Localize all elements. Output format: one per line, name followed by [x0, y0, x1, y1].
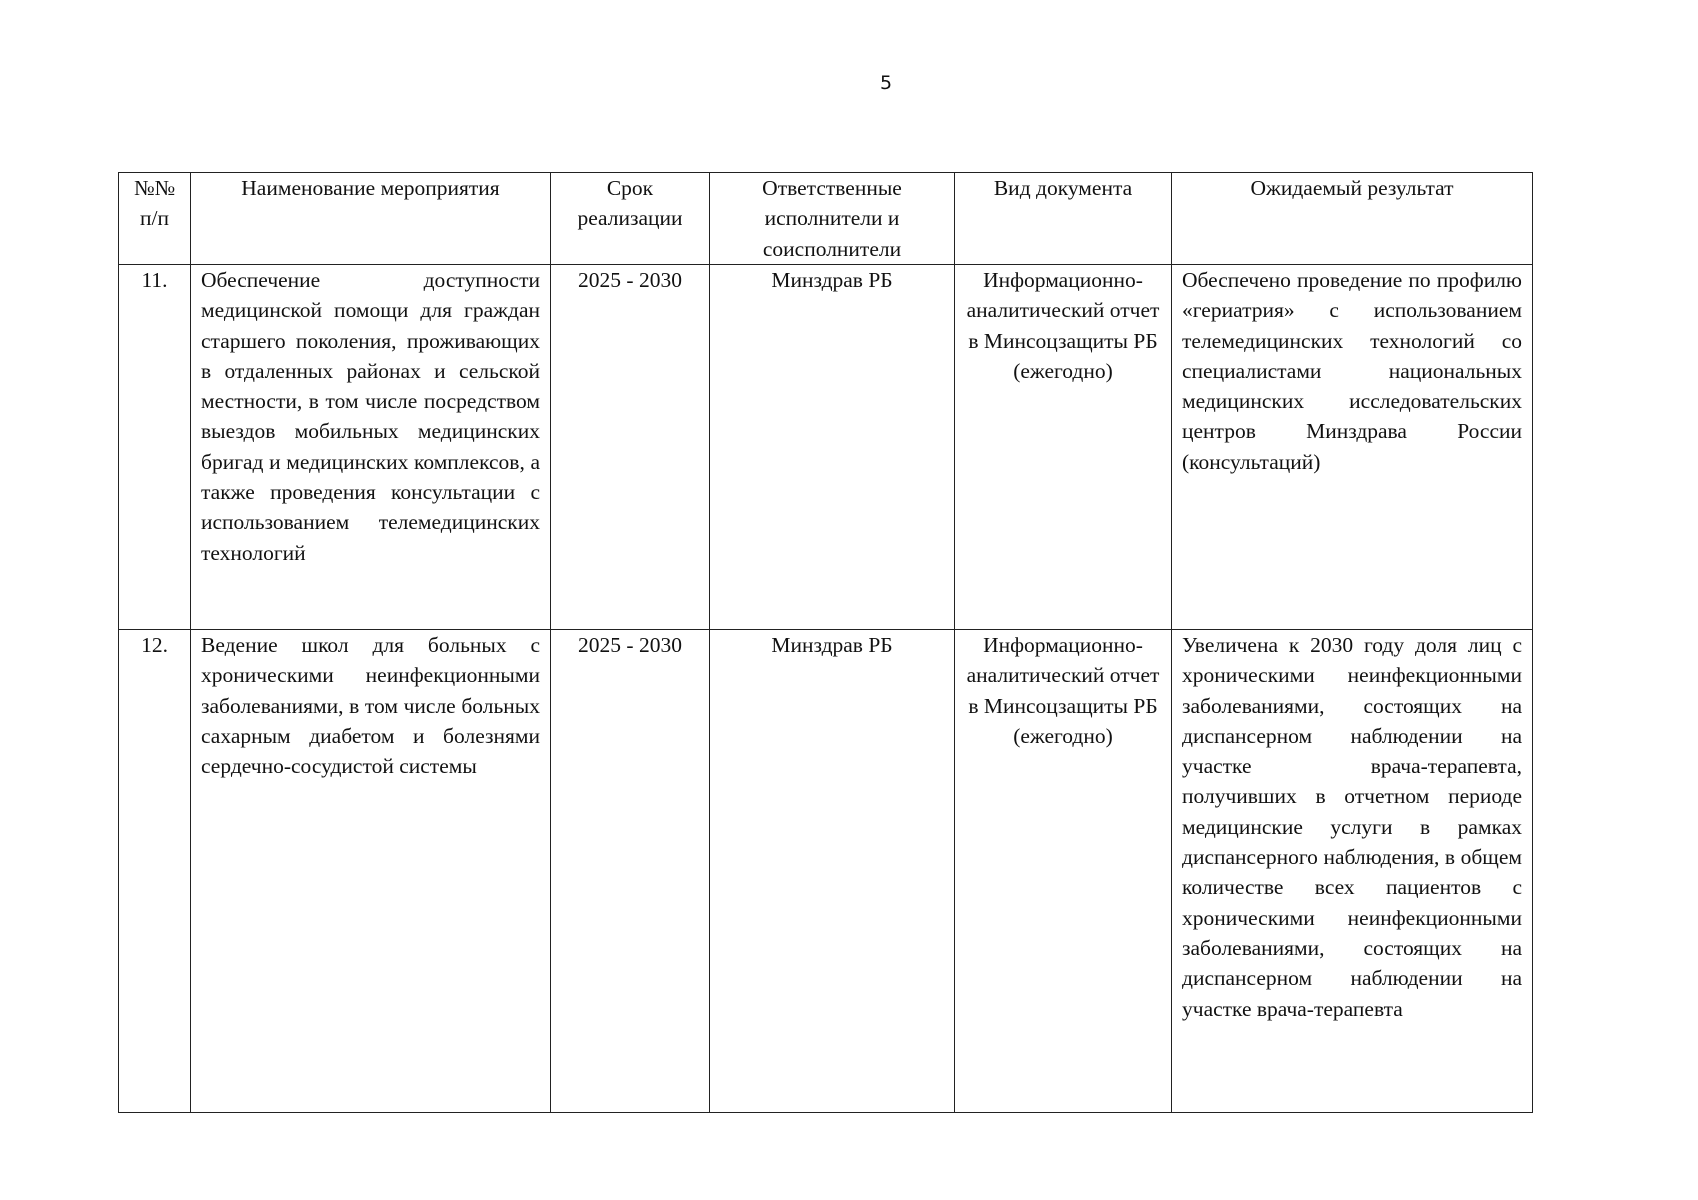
responsible-executors: Минздрав РБ: [710, 630, 955, 1113]
header-doc-type: Вид документа: [955, 173, 1172, 265]
row-number: 12.: [119, 630, 191, 1113]
row-number: 11.: [119, 265, 191, 630]
expected-result: Обеспечено проведение по профилю «гериатрия» с использованием телемедицинских технологий со специалистами национальных медицинских исследовательских центров Минздрава России (консультаций): [1172, 265, 1533, 630]
implementation-term: 2025 - 2030: [551, 265, 710, 630]
table-header-row: [119, 173, 1533, 265]
document-type: Информационно-аналитический отчет в Минсоцзащиты РБ (ежегодно): [955, 265, 1172, 630]
header-name: Наименование мероприятия: [191, 173, 551, 265]
measures-table: [118, 172, 1533, 1113]
header-result: Ожидаемый результат: [1172, 173, 1533, 265]
expected-result-cell: [1172, 630, 1533, 1113]
table-row: [119, 630, 1533, 1113]
implementation-term: 2025 - 2030: [551, 630, 710, 1113]
measure-name: Ведение школ для больных с хроническими неинфекционными заболеваниями, в том числе больных сахарным диабетом и болезнями сердечно-сосудистой системы: [191, 630, 551, 1113]
header-num: №№ п/п: [119, 173, 191, 265]
header-responsible: Ответственные исполнители и соисполнители: [710, 173, 955, 265]
expected-result: Увеличена к 2030 году доля лиц с хроническими неинфекционными заболеваниями, состоящих на диспансерном наблюдении на участке врача-терапевта, получивших в отчетном периоде медицинские услуги в рамках диспансерного наблюдения, в общем количестве всех пациентов с хроническими неинфекционными заболеваниями, состоящих на диспансерном наблюдении на участке врача-терапевта: [1182, 633, 1522, 1021]
responsible-executors: Минздрав РБ: [710, 265, 955, 630]
table-row: [119, 265, 1533, 630]
page-number: 5: [879, 72, 893, 94]
measure-name: Обеспечение доступности медицинской помощи для граждан старшего поколения, проживающих в отдаленных районах и сельской местности, в том числе посредством выездов мобильных медицинских бригад и медицинских комплексов, а также проведения консультации с использованием телемедицинских технологий: [191, 265, 551, 630]
header-term: Срок реализации: [551, 173, 710, 265]
document-type: Информационно-аналитический отчет в Минсоцзащиты РБ (ежегодно): [955, 630, 1172, 1113]
